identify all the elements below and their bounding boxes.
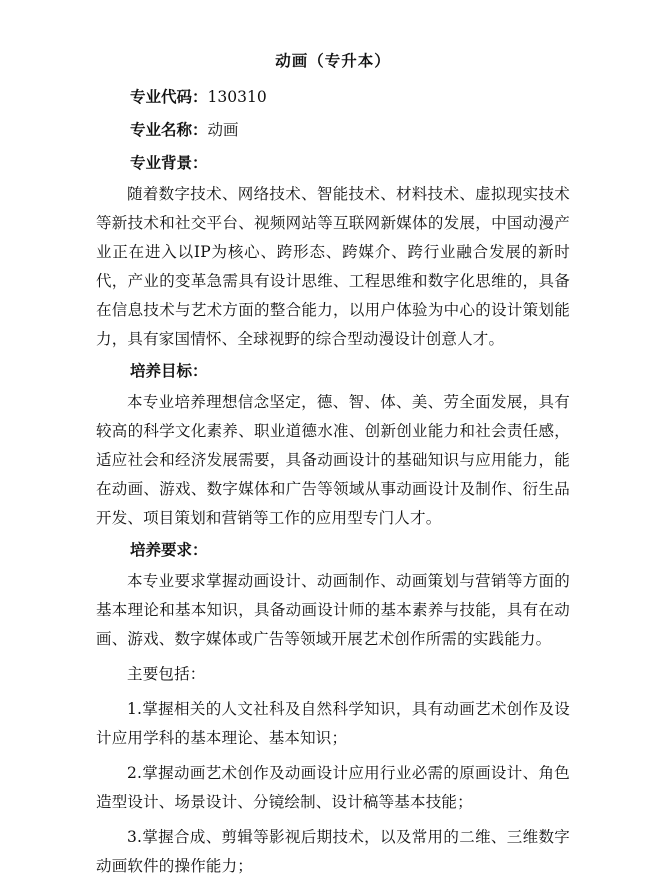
major-name-row: [96, 119, 570, 141]
goals-heading: 培养目标：: [130, 362, 208, 380]
major-code-row: [96, 86, 570, 108]
list-item: 2.掌握动画艺术创作及动画设计应用行业必需的原画设计、角色造型设计、场景设计、分镜绘制、设计稿等基本技能；: [96, 764, 570, 811]
requirements-heading: 培养要求：: [130, 541, 208, 559]
list-item: 3.掌握合成、剪辑等影视后期技术，以及常用的二维、三维数字动画软件的操作能力；: [96, 828, 570, 875]
major-name-value: 动画: [207, 121, 239, 139]
background-heading: 专业背景：: [130, 154, 208, 172]
background-paragraph: 随着数字技术、网络技术、智能技术、材料技术、虚拟现实技术等新技术和社交平台、视频网站等互联网新媒体的发展，中国动漫产业正在进入以IP为核心、跨形态、跨媒介、跨行业融合发展的新时代，产业的变革急需具有设计思维、工程思维和数字化思维的，具备在信息技术与艺术方面的整合能力，以用户体验为中心的设计策划能力，具有家国情怀、全球视野的综合型动漫设计创意人才。: [96, 185, 570, 348]
main-includes-label: 主要包括：: [127, 665, 206, 683]
major-code-label: 专业代码：: [130, 88, 208, 106]
document-title: 动画（专升本）: [275, 52, 391, 70]
requirements-paragraph: 本专业要求掌握动画设计、动画制作、动画策划与营销等方面的基本理论和基本知识，具备动画设计师的基本素养与技能，具有在动画、游戏、数字媒体或广告等领域开展艺术创作所需的实践能力。: [96, 572, 570, 648]
major-name-label: 专业名称：: [130, 121, 208, 139]
list-item: 1.掌握相关的人文社科及自然科学知识，具有动画艺术创作及设计应用学科的基本理论、基本知识；: [96, 700, 570, 747]
major-code-value: 130310: [207, 88, 267, 106]
document-page: [96, 44, 570, 887]
goals-paragraph: 本专业培养理想信念坚定，德、智、体、美、劳全面发展，具有较高的科学文化素养、职业道德水准、创新创业能力和社会责任感，适应社会和经济发展需要，具备动画设计的基础知识与应用能力，能在动画、游戏、数字媒体和广告等领域从事动画设计及制作、衍生品开发、项目策划和营销等工作的应用型专门人才。: [96, 393, 570, 527]
